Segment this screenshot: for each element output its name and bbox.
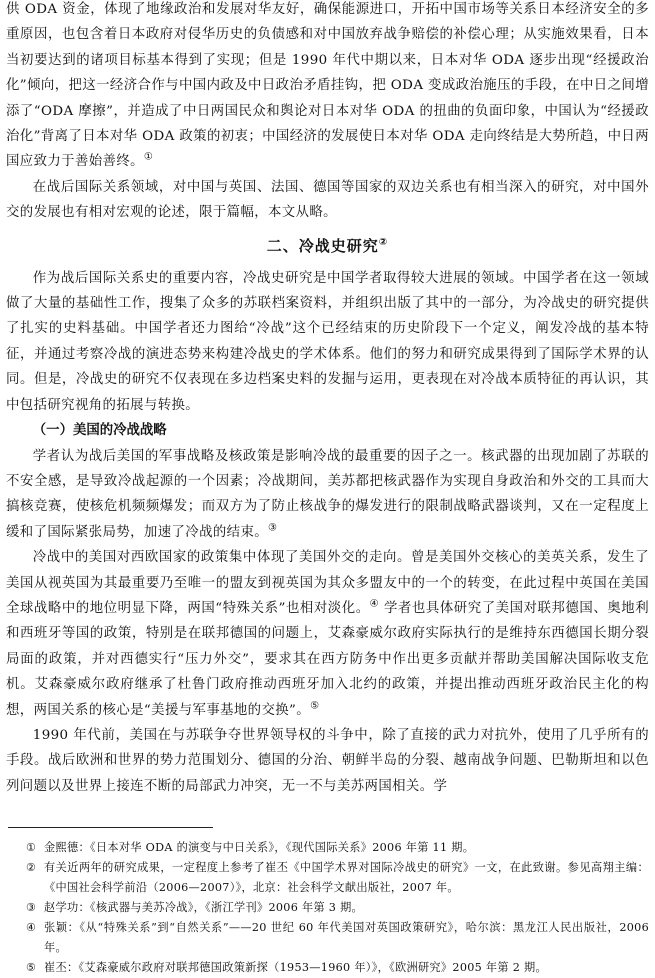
footnote-item <box>6 898 649 918</box>
footnote-ref: ④ <box>369 598 380 610</box>
body-paragraph <box>6 0 649 175</box>
footnote-ref: ① <box>143 151 154 163</box>
section-title: 二、冷战史研究 <box>266 236 379 255</box>
footnote-mark: ③ <box>26 901 37 915</box>
body-paragraph <box>6 723 649 799</box>
footnote-divider <box>8 827 213 828</box>
footnote-text: 有关近两年的研究成果，一定程度上参考了崔丕《中国学术界对国际冷战史的研究》一文，在此致谢。参见高翔主编：《中国社会科学前沿（2006—2007）》，北京：社会科学文献出版社，2007 年。 <box>44 861 649 895</box>
body-paragraph <box>6 444 649 546</box>
section-heading <box>6 234 649 258</box>
paragraph-text: 1990 年代前，美国在与苏联争夺世界领导权的斗争中，除了直接的武力对抗外，使用了几乎所有的手段。战后欧洲和世界的势力范围划分、德国的分治、朝鲜半岛的分裂、越南战争问题、巴勒斯坦和以色列问题以及世界上接连不断的局部武力冲突，无一不与美苏两国相关。学 <box>6 727 649 794</box>
footnote-ref: ② <box>378 236 389 248</box>
footnote-ref: ⑤ <box>310 700 320 712</box>
footnote-mark: ① <box>26 841 37 855</box>
paragraph-text: 冷战中的美国对西欧国家的政策集中体现了美国外交的走向。曾是美国外交核心的美英关系，发生了美国从视英国为其最重要乃至唯一的盟友到视英国为其众多盟友中的一个的转变，在此过程中英国在美国全球战略中的地位明显下降，两国“特殊关系”也相对淡化。 <box>6 550 649 616</box>
paragraph-text: 学者也具体研究了美国对联邦德国、奥地利和西班牙等国的政策，特别是在联邦德国的问题上，艾森豪威尔政府实际执行的是维持东西德国长期分裂局面的政策，并对西德实行“压力外交”，要求其在西方防务中作出更多贡献并帮助美国解决国际收支危机。艾森豪威尔政府继承了杜鲁门政府推动西班牙加入北约的政策，并提出推动西班牙政治民主化的构想，两国关系的核心是“美援与军事基地的交换”。 <box>6 600 649 718</box>
footnote-item <box>6 918 649 958</box>
paragraph-text: 供 ODA 资金，体现了地缘政治和发展对华友好，确保能源进口，开拓中国市场等关系日本经济安全的多重原因，也包含着日本政府对侵华历史的负债感和对中国放弃战争赔偿的补偿心理；从实施效果看，日本当初要达到的诸项目标基本得到了实现；但是 1990 年代中期以来，日本对华 ODA 逐步出现“经援政治化”倾向，把这一经济合作与中国内政及中日政治矛盾挂钩，把 ODA 变成政治施压的手段，在中日之间增添了“ODA 摩擦”，并造成了中日两国民众和舆论对日本对华 ODA 的扭曲的负面印象，中国认为“经援政治化”背离了日本对华 ODA 政策的初衷；中国经济的发展使日本对华 ODA 走向终结是大势所趋，中日两国应致力于善始善终。 <box>6 2 649 170</box>
footnote-mark: ② <box>26 861 37 875</box>
footnote-item <box>6 958 649 978</box>
footnote-mark: ④ <box>26 921 37 935</box>
footnote-item <box>6 838 649 858</box>
footnote-text: 崔丕：《艾森豪威尔政府对联邦德国政策新探（1953—1960 年）》，《欧洲研究》2005 年第 2 期。 <box>44 961 548 975</box>
body-paragraph <box>6 266 649 418</box>
footnote-item <box>6 858 649 898</box>
body-paragraph <box>6 175 649 226</box>
footnote-text: 张颖：《从“特殊关系”到“自然关系”——20 世纪 60 年代美国对英国政策研究》，哈尔滨：黑龙江人民出版社，2006 年。 <box>44 921 649 955</box>
paragraph-text: 学者认为战后美国的军事战略及核政策是影响冷战的最重要的因子之一。核武器的出现加剧了苏联的不安全感，是导致冷战起源的一个因素；冷战期间，美苏都把核武器作为实现自身政治和外交的工具而大搞核竞赛，使核危机频频爆发；而双方为了防止核战争的爆发进行的限制战略武器谈判，又在一定程度上缓和了国际紧张局势，加速了冷战的结束。 <box>6 448 649 540</box>
subsection-heading: （一）美国的冷战战略 <box>32 423 167 439</box>
body-paragraph <box>6 545 649 723</box>
footnote-list <box>6 838 649 978</box>
paragraph-text: 作为战后国际关系史的重要内容，冷战史研究是中国学者取得较大进展的领域。中国学者在这一领域做了大量的基础性工作，搜集了众多的苏联档案资料，并组织出版了其中的一部分，为冷战史的研究提供了扎实的史料基础。中国学者还力图给“冷战”这个已经结束的历史阶段下一个定义，阐发冷战的基本特征，并通过考察冷战的演进态势来构建冷战史的学术体系。他们的努力和研究成果得到了国际学术界的认同。但是，冷战史的研究不仅表现在多边档案史料的发掘与运用，更表现在对冷战本质特征的再认识，其中包括研究视角的拓展与转换。 <box>6 270 649 413</box>
footnote-ref: ③ <box>268 522 278 534</box>
footnote-text: 金熙德：《日本对华 ODA 的演变与中日关系》，《现代国际关系》2006 年第 11 期。 <box>44 841 475 855</box>
footnote-text: 赵学功：《核武器与美苏冷战》，《浙江学刊》2006 年第 3 期。 <box>44 901 364 915</box>
paragraph-text: 在战后国际关系领域，对中国与英国、法国、德国等国家的双边关系也有相当深入的研究，对中国外交的发展也有相对宏观的论述，限于篇幅，本文从略。 <box>6 179 649 221</box>
footnote-mark: ⑤ <box>26 961 37 975</box>
